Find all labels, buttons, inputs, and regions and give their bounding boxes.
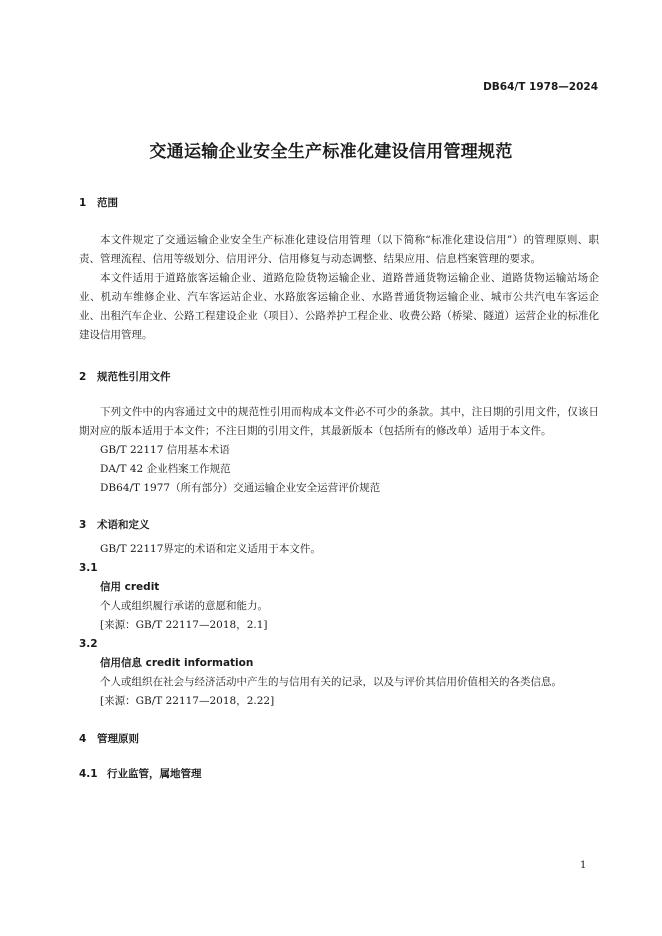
- section-heading-terms: [79, 517, 599, 532]
- term-source: [来源：GB/T 22117—2018，2.22]: [100, 695, 275, 707]
- term-source: [来源：GB/T 22117—2018，2.1]: [100, 619, 268, 631]
- reference-item: DB64/T 1977（所有部分）交通运输企业安全运营评价规范: [100, 482, 381, 494]
- term-number: 3.2: [79, 638, 98, 650]
- section-heading-scope: [79, 195, 599, 210]
- term-definition: 个人或组织履行承诺的意愿和能力。: [100, 600, 268, 612]
- document-body: [79, 195, 599, 781]
- term-name: 信用信息 credit information: [100, 657, 254, 669]
- page-number: 1: [580, 860, 587, 871]
- term-definition: 个人或组织在社会与经济活动中产生的与信用有关的记录，以及与评价其信用价值相关的各类信息。: [100, 676, 562, 688]
- section-heading-normative-references: [79, 369, 599, 384]
- document-code: DB64/T 1978—2024: [483, 81, 598, 93]
- section-title: 规范性引用文件: [97, 371, 171, 383]
- section-number: 4: [79, 733, 87, 745]
- paragraph: GB/T 22117界定的术语和定义适用于本文件。: [100, 543, 321, 555]
- reference-item: GB/T 22117 信用基本术语: [100, 444, 230, 456]
- reference-item: DA/T 42 企业档案工作规范: [100, 463, 231, 475]
- document-title: 交通运输企业安全生产标准化建设信用管理规范: [149, 142, 513, 162]
- subsection-number: 4.1: [79, 768, 98, 780]
- term-number: 3.1: [79, 562, 98, 574]
- section-number: 1: [79, 197, 87, 209]
- section-number: 3: [79, 519, 87, 531]
- section-number: 2: [79, 371, 87, 383]
- term-name: 信用 credit: [100, 581, 160, 593]
- subsection-title: 行业监管，属地管理: [107, 768, 202, 780]
- section-title: 术语和定义: [97, 519, 150, 531]
- section-title: 管理原则: [97, 733, 139, 745]
- subsection-heading: [79, 766, 599, 781]
- section-title: 范围: [97, 197, 118, 209]
- section-heading-management-principles: [79, 731, 599, 746]
- paragraph: 下列文件中的内容通过文中的规范性引用而构成本文件必不可少的条款。其中，注日期的引用文件，仅该日期对应的版本适用于本文件；不注日期的引用文件，其最新版本（包括所有的修改单）适用于本文件。: [79, 406, 599, 437]
- paragraph: 本文件规定了交通运输企业安全生产标准化建设信用管理（以下简称“标准化建设信用”）的管理原则、职责、管理流程、信用等级划分、信用评分、信用修复与动态调整、结果应用、信息档案管理的要求。: [79, 234, 599, 265]
- paragraph: 本文件适用于道路旅客运输企业、道路危险货物运输企业、道路普通货物运输企业、道路货物运输站场企业、机动车维修企业、汽车客运站企业、水路旅客运输企业、水路普通货物运输企业、城市公共汽电车客运企业、出租汽车企业、公路工程建设企业（项目）、公路养护工程企业、收费公路（桥梁、隧道）运营企业的标准化建设信用管理。: [79, 272, 599, 341]
